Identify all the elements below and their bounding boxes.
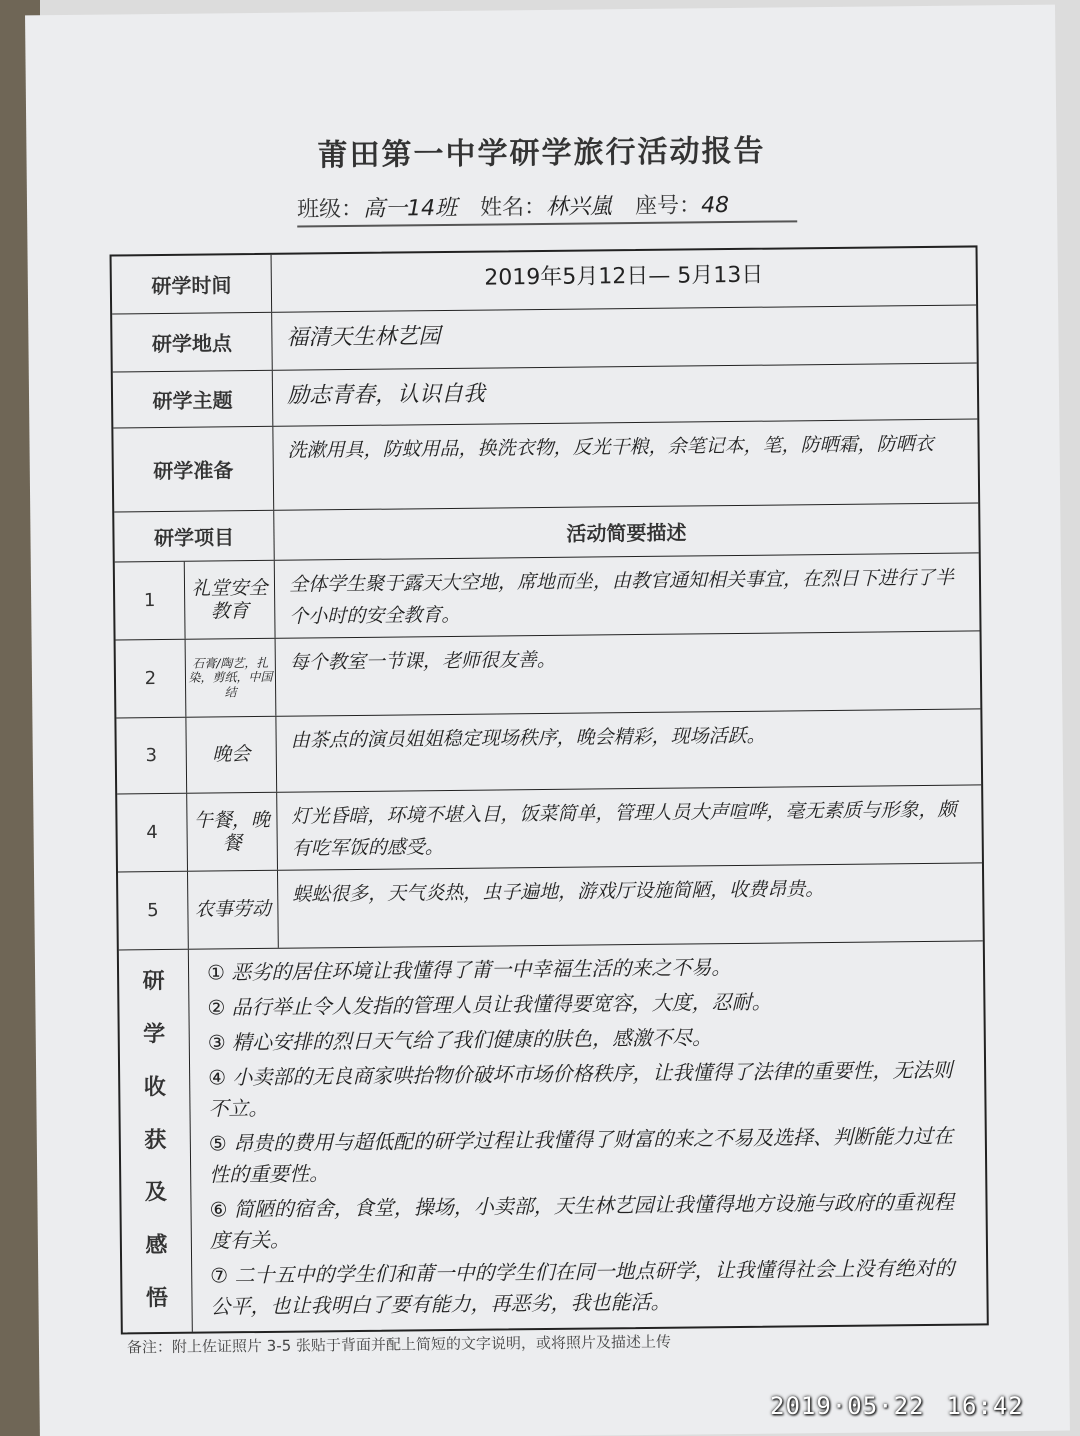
seat-label: 座号： xyxy=(634,193,702,220)
project-number: 5 xyxy=(118,872,189,950)
project-desc: 全体学生聚于露天大空地，席地而坐，由教官通知相关事宜，在烈日下进行了半个小时的安全教育。 xyxy=(288,566,955,628)
name-label: 姓名： xyxy=(479,194,547,221)
project-number: 1 xyxy=(115,562,186,640)
row-harvest xyxy=(119,941,987,1332)
project-item: 午餐，晚餐 xyxy=(187,793,278,871)
place-label: 研学地点 xyxy=(112,313,273,372)
timestamp-time: 16:42 xyxy=(946,1392,1024,1420)
harvest-item: ④ 小卖部的无良商家哄抬物价破坏市场价格秩序，让我懂得了法律的重要性，无法则不立。 xyxy=(208,1057,953,1121)
report-sheet xyxy=(25,5,1070,1436)
page-title: 莆田第一中学研学旅行活动报告 xyxy=(317,133,766,174)
harvest-item: ⑥ 简陋的宿舍，食堂，操场，小卖部，天生林艺园让我懂得地方设施与政府的重视程度有关。 xyxy=(209,1189,954,1253)
project-item: 农事劳动 xyxy=(188,871,279,949)
row-place xyxy=(112,305,977,372)
time-value: 2019年5月12日— 5月13日 xyxy=(484,262,764,291)
row-time xyxy=(112,247,977,314)
row-prep xyxy=(113,419,978,512)
project-item: 礼堂安全教育 xyxy=(185,561,276,639)
project-number: 4 xyxy=(117,794,188,872)
seat-value: 48 xyxy=(700,193,730,219)
harvest-item: ② 品行举止令人发指的管理人员让我懂得要宽容，大度，忍耐。 xyxy=(207,989,772,1020)
report-form xyxy=(110,245,989,1334)
name-value: 林兴嵐 xyxy=(545,194,613,220)
harvest-item: ⑤ 昂贵的费用与超低配的研学过程让我懂得了财富的来之不易及选择、判断能力过在性的重要性。 xyxy=(208,1123,954,1187)
project-desc: 由茶点的演员姐姐稳定现场秩序，晚会精彩，现场活跃。 xyxy=(290,724,766,752)
prep-value: 洗漱用具，防蚊用品，换洗衣物，反光干粮，余笔记本，笔，防晒霜，防晒衣 xyxy=(287,432,934,462)
project-row xyxy=(115,553,980,640)
project-desc: 灯光昏暗，环境不堪入目，饭菜简单，管理人员大声喧哗，毫无素质与形象，颇有吃军饭的感受。 xyxy=(291,798,957,860)
class-label: 班级： xyxy=(296,196,364,223)
theme-label: 研学主题 xyxy=(113,371,274,428)
desc-header: 活动简要描述 xyxy=(566,520,687,546)
prep-label: 研学准备 xyxy=(113,427,274,512)
projects-label: 研学项目 xyxy=(114,511,275,562)
footer-note: 备注：附上佐证照片 3-5 张贴于背面并配上简短的文字说明，或将照片及描述上传 xyxy=(126,1332,672,1357)
project-row xyxy=(116,709,981,794)
student-info-line xyxy=(297,187,797,227)
project-desc: 蜈蚣很多，天气炎热，虫子遍地，游戏厅设施简陋，收费昂贵。 xyxy=(292,878,825,906)
project-number: 3 xyxy=(116,718,187,794)
project-desc: 每个教室一节课，老师很友善。 xyxy=(289,648,556,674)
harvest-item: ③ 精心安排的烈日天气给了我们健康的肤色，感激不尽。 xyxy=(207,1025,713,1055)
timestamp-date: 2019·05·22 xyxy=(770,1392,925,1420)
time-label: 研学时间 xyxy=(112,255,273,314)
row-theme xyxy=(113,363,978,428)
harvest-label: 研 学 收 获 及 感 悟 xyxy=(119,950,193,1333)
project-row xyxy=(116,631,981,718)
photo-timestamp xyxy=(770,1392,1024,1420)
project-number: 2 xyxy=(116,640,187,718)
harvest-item: ⑦ 二十五中的学生们和莆一中的学生们在同一地点研学，让我懂得社会上没有绝对的公平，也让我明白了要有能力，再恶劣，我也能活。 xyxy=(210,1255,955,1319)
harvest-item: ① 恶劣的居住环境让我懂得了莆一中幸福生活的来之不易。 xyxy=(206,955,732,985)
project-item: 石膏/陶艺，扎染，剪纸，中国结 xyxy=(186,639,277,717)
row-projects-header xyxy=(114,503,978,562)
class-value: 高一14班 xyxy=(362,195,458,222)
harvest-content xyxy=(189,941,987,1331)
project-row xyxy=(117,785,982,872)
project-item: 晚会 xyxy=(186,717,277,793)
theme-value: 励志青春，认识自我 xyxy=(286,381,486,409)
project-row xyxy=(118,863,983,950)
place-value: 福清天生林艺园 xyxy=(286,324,441,351)
